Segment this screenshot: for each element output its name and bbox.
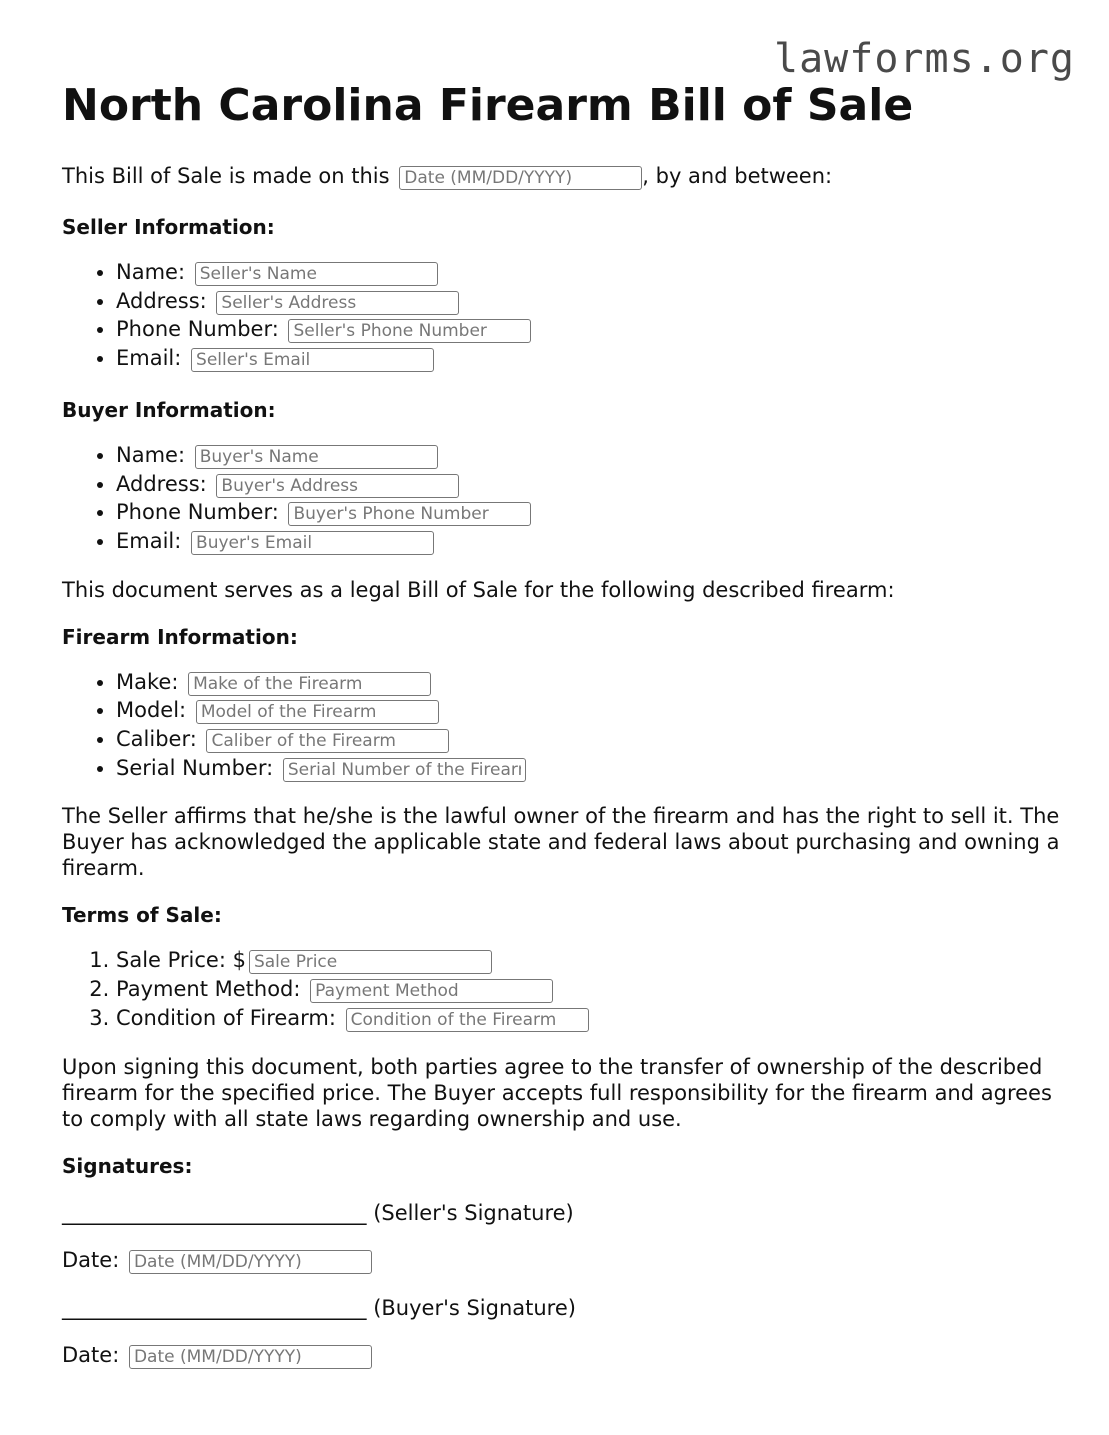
list-item: [116, 668, 1072, 697]
seller-date-row: [62, 1247, 1072, 1274]
seller-email-label: Email:: [116, 346, 182, 371]
buyer-phone-label: Phone Number:: [116, 500, 279, 525]
firearm-caliber-field[interactable]: [206, 729, 449, 753]
firearm-make-field[interactable]: [188, 672, 431, 696]
firearm-model-field[interactable]: [196, 700, 439, 724]
sale-price-label: Sale Price: $: [116, 948, 246, 973]
document-statement: This document serves as a legal Bill of Sale for the following described firearm:: [62, 577, 895, 602]
seller-list: [62, 258, 1072, 373]
intro-text-after: , by and between:: [642, 164, 833, 188]
seller-heading: Seller Information:: [62, 215, 275, 239]
list-item: [116, 315, 1072, 344]
sale-price-field[interactable]: [249, 950, 492, 974]
buyer-address-label: Address:: [116, 471, 207, 496]
seller-signature-line[interactable]: _____________________________: [62, 1200, 367, 1225]
seller-name-label: Name:: [116, 260, 186, 284]
intro-line: [62, 163, 1072, 190]
buyer-address-field[interactable]: [216, 474, 459, 498]
buyer-list: [62, 441, 1072, 556]
seller-signature-row: [62, 1200, 1072, 1226]
seller-address-field[interactable]: [216, 291, 459, 315]
payment-method-label: Payment Method:: [116, 977, 301, 1002]
buyer-heading: Buyer Information:: [62, 397, 276, 422]
seller-address-label: Address:: [116, 288, 207, 313]
agreement-paragraph: Upon signing this document, both parties agree to the transfer of ownership of the described firearm for the specified price. The Buyer accepts full responsibility for the firearm and agrees to comply with all state laws regarding ownership and use.: [62, 1054, 1052, 1131]
seller-date-field[interactable]: [129, 1250, 372, 1274]
list-item: [116, 725, 1072, 754]
payment-method-field[interactable]: [310, 979, 553, 1003]
list-item: [116, 441, 1072, 470]
list-item: [116, 344, 1072, 373]
list-item: [116, 470, 1072, 499]
list-item: [116, 527, 1072, 556]
list-item: [116, 258, 1072, 287]
sale-date-field[interactable]: [399, 166, 642, 190]
buyer-name-label: Name:: [116, 442, 186, 467]
list-item: [116, 498, 1072, 527]
buyer-date-field[interactable]: [129, 1345, 372, 1369]
affirmation-paragraph: The Seller affirms that he/she is the lawful owner of the firearm and has the right to sell it. The Buyer has acknowledged the applicable state and federal laws about purchasing and owning a firearm.: [62, 804, 1060, 881]
list-item: [116, 696, 1072, 725]
list-item: [116, 975, 1072, 1004]
buyer-signature-line[interactable]: _____________________________: [62, 1295, 367, 1320]
buyer-signature-row: [62, 1295, 1072, 1321]
list-item: [116, 287, 1072, 316]
seller-name-field[interactable]: [195, 262, 438, 286]
buyer-name-field[interactable]: [195, 445, 438, 469]
intro-text: This Bill of Sale is made on this: [62, 164, 390, 188]
list-item: [116, 754, 1072, 783]
firearm-make-label: Make:: [116, 669, 179, 694]
firearm-heading: Firearm Information:: [62, 624, 298, 649]
signatures-heading: Signatures:: [62, 1153, 193, 1178]
buyer-date-label: Date:: [62, 1342, 120, 1367]
document: [62, 80, 1072, 1369]
list-item: [116, 1004, 1072, 1033]
seller-date-label: Date:: [62, 1247, 120, 1272]
firearm-serial-label: Serial Number:: [116, 755, 274, 780]
page-title: North Carolina Firearm Bill of Sale: [62, 80, 914, 131]
buyer-signature-label: (Buyer's Signature): [373, 1295, 576, 1320]
seller-signature-label: (Seller's Signature): [373, 1200, 574, 1225]
buyer-email-label: Email:: [116, 528, 182, 553]
buyer-phone-field[interactable]: [288, 502, 531, 526]
firearm-model-label: Model:: [116, 698, 187, 723]
buyer-email-field[interactable]: [191, 531, 434, 555]
firearm-list: [62, 668, 1072, 783]
firearm-caliber-label: Caliber:: [116, 727, 197, 752]
seller-phone-field[interactable]: [288, 319, 531, 343]
watermark: lawforms.org: [774, 36, 1075, 82]
terms-list: [62, 946, 1072, 1032]
buyer-date-row: [62, 1342, 1072, 1369]
seller-email-field[interactable]: [191, 348, 434, 372]
terms-heading: Terms of Sale:: [62, 903, 222, 928]
seller-phone-label: Phone Number:: [116, 317, 279, 342]
condition-label: Condition of Firearm:: [116, 1005, 336, 1030]
list-item: [116, 946, 1072, 975]
firearm-serial-field[interactable]: [283, 758, 526, 782]
condition-field[interactable]: [346, 1008, 589, 1032]
